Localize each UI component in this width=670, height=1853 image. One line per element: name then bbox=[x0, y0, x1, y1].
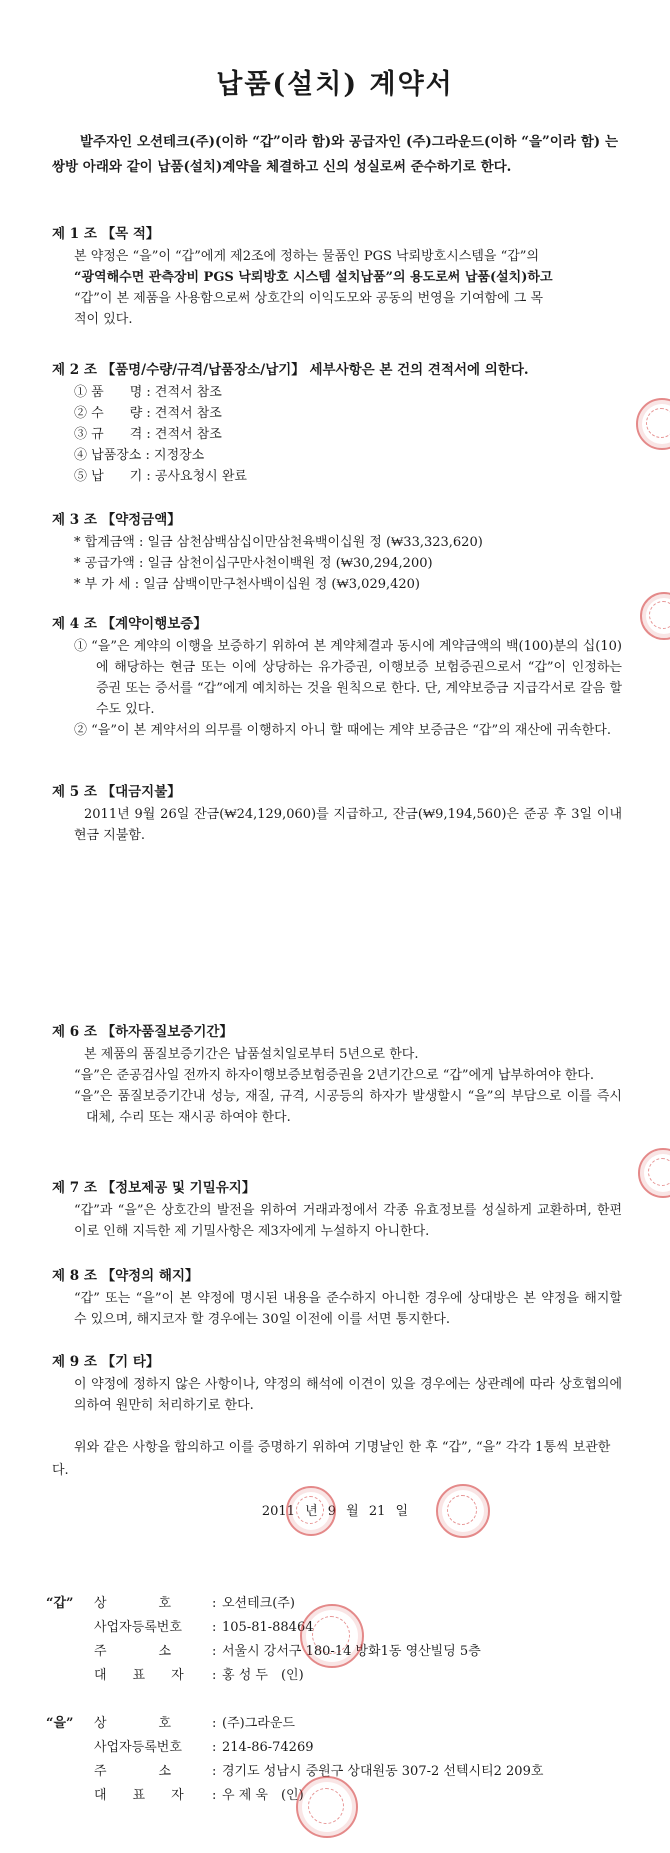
article-2-item: ② 수 량 : 견적서 참조 bbox=[74, 406, 222, 421]
business-number: 105-81-88464 bbox=[222, 1620, 314, 1635]
article-4-item: ② “을”이 본 계약서의 의무를 이행하지 아니 할 때에는 계약 보증금은 “갑”의 재산에 귀속한다. bbox=[74, 723, 611, 738]
representative: 홍 성 두 (인) bbox=[222, 1668, 304, 1683]
colon: : bbox=[212, 1644, 217, 1659]
article-3-heading: 제 3 조 【약정금액】 bbox=[52, 512, 181, 528]
article-6 bbox=[52, 1020, 622, 1128]
article-2-item: ① 품 명 : 견적서 참조 bbox=[74, 385, 222, 400]
party-tag: “갑” bbox=[46, 1596, 74, 1611]
article-9 bbox=[52, 1350, 622, 1416]
article-8-text: “갑” 또는 “을”이 본 약정에 명시된 내용을 준수하지 아니한 경우에 상대방은 본 약정을 해지할 수 있으며, 해지코자 할 경우에는 30일 이전에 이를 서면 통지한다. bbox=[74, 1291, 622, 1327]
field-label: 주 소 bbox=[94, 1644, 172, 1659]
article-1-line: 본 약정은 “을”이 “갑”에게 제2조에 정하는 물품인 PGS 낙뢰방호시스템을 “갑”의 bbox=[74, 249, 539, 264]
article-6-line: “을”은 준공검사일 전까지 하자이행보증보험증권을 2년기간으로 “갑”에게 납부하여야 한다. bbox=[74, 1068, 595, 1083]
article-2-item: ③ 규 격 : 견적서 참조 bbox=[74, 427, 222, 442]
party-tag: “을” bbox=[46, 1716, 74, 1731]
field-label: 사업자등록번호 bbox=[94, 1740, 182, 1755]
address: 경기도 성남시 중원구 상대원동 307-2 선텍시티2 209호 bbox=[222, 1764, 544, 1779]
article-7-heading: 제 7 조 【정보제공 및 기밀유지】 bbox=[52, 1180, 256, 1196]
seal-stamp-icon bbox=[640, 592, 670, 640]
company-seal-icon bbox=[300, 1604, 364, 1668]
article-6-heading: 제 6 조 【하자품질보증기간】 bbox=[52, 1024, 233, 1040]
document-title: 납품(설치) 계약서 bbox=[216, 69, 454, 100]
article-3-item: * 부 가 세 : 일금 삼백이만구천사백이십원 정 (₩3,029,420) bbox=[74, 577, 420, 592]
article-3-item: * 공급가액 : 일금 삼천이십구만사천이백원 정 (₩30,294,200) bbox=[74, 556, 433, 571]
representative: 우 제 욱 (인) bbox=[222, 1788, 304, 1803]
article-2-item: ④ 납품장소 : 지정장소 bbox=[74, 448, 205, 463]
article-6-line: 본 제품의 품질보증기간은 납품설치일로부터 5년으로 한다. bbox=[84, 1047, 419, 1062]
colon: : bbox=[212, 1788, 217, 1803]
seal-stamp-icon bbox=[436, 1484, 490, 1538]
article-2-heading: 제 2 조 【품명/수량/규격/납품장소/납기】 세부사항은 본 건의 견적서에 의한다. bbox=[52, 362, 529, 378]
address: 서울시 강서구 180-14 방화1동 영산빌딩 5층 bbox=[222, 1644, 481, 1659]
company-name: (주)그라운드 bbox=[222, 1716, 295, 1731]
article-1-line: 적이 있다. bbox=[74, 312, 133, 327]
article-5-text: 2011년 9월 26일 잔금(₩24,129,060)를 지급하고, 잔금(₩9,194,560)은 준공 후 3일 이내 현금 지불함. bbox=[74, 807, 622, 843]
colon: : bbox=[212, 1764, 217, 1779]
article-7 bbox=[52, 1176, 622, 1242]
article-1-line: “갑”이 본 제품을 사용함으로써 상호간의 이익도모와 공동의 번영을 기여함에 그 목 bbox=[74, 291, 544, 306]
colon: : bbox=[212, 1716, 217, 1731]
field-label: 상 호 bbox=[94, 1596, 172, 1611]
field-label: 사업자등록번호 bbox=[94, 1620, 182, 1635]
article-4-heading: 제 4 조 【계약이행보증】 bbox=[52, 616, 207, 632]
colon: : bbox=[212, 1620, 217, 1635]
article-3-item: * 합계금액 : 일금 삼천삼백삼십이만삼천육백이십원 정 (₩33,323,620) bbox=[74, 535, 483, 550]
article-4 bbox=[52, 612, 622, 741]
article-2-item: ⑤ 납 기 : 공사요청시 완료 bbox=[74, 469, 247, 484]
field-label: 대 표 자 bbox=[94, 1788, 184, 1803]
company-seal-icon bbox=[296, 1776, 358, 1838]
article-4-item: ① “을”은 계약의 이행을 보증하기 위하여 본 계약체결과 동시에 계약금액의 백(100)분의 십(10)에 해당하는 현금 또는 이에 상당하는 유가증권, 이행보증 보험증권으로서 “갑”이 인정하는 증권 또는 증서를 “갑”에게 예치하는 것을 원칙으로 한다. 단, 계약보증금 지급각서로 갈음 할 수도 있다. bbox=[74, 639, 622, 717]
preamble: 발주자인 오션테크(주)(이하 “갑”이라 함)와 공급자인 (주)그라운드(이하 “을”이라 함) 는 쌍방 아래와 같이 납품(설치)계약을 체결하고 신의 성실로써 준수하기로 한다. bbox=[52, 134, 618, 175]
company-name: 오션테크(주) bbox=[222, 1596, 295, 1611]
business-number: 214-86-74269 bbox=[222, 1740, 314, 1755]
article-8 bbox=[52, 1264, 622, 1330]
article-5 bbox=[52, 780, 622, 846]
article-1 bbox=[52, 222, 622, 330]
article-6-line: “을”은 품질보증기간내 성능, 재질, 규격, 시공등의 하자가 발생할시 “을”의 부담으로 이를 즉시 대체, 수리 또는 재시공 하여야 한다. bbox=[74, 1089, 622, 1125]
field-label: 상 호 bbox=[94, 1716, 172, 1731]
article-8-heading: 제 8 조 【약정의 해지】 bbox=[52, 1268, 199, 1284]
article-5-heading: 제 5 조 【대금지불】 bbox=[52, 784, 181, 800]
field-label: 대 표 자 bbox=[94, 1668, 184, 1683]
seal-stamp-icon bbox=[636, 398, 670, 450]
article-9-heading: 제 9 조 【기 타】 bbox=[52, 1354, 160, 1370]
article-3 bbox=[52, 508, 622, 595]
article-7-text: “갑”과 “을”은 상호간의 발전을 위하여 거래과정에서 각종 유효정보를 성실하게 교환하며, 한편 이로 인해 지득한 제 기밀사항은 제3자에게 누설하지 아니한다. bbox=[74, 1203, 622, 1239]
seal-stamp-icon bbox=[286, 1486, 336, 1536]
article-1-heading: 제 1 조 【목 적】 bbox=[52, 226, 160, 242]
colon: : bbox=[212, 1596, 217, 1611]
contract-date: 2011 년 9 월 21 일 bbox=[261, 1504, 409, 1519]
article-2 bbox=[52, 358, 622, 487]
colon: : bbox=[212, 1668, 217, 1683]
article-1-line: “광역해수면 관측장비 PGS 낙뢰방호 시스템 설치납품”의 용도로써 납품(설치)하고 bbox=[74, 270, 553, 285]
article-9-text: 이 약정에 정하지 않은 사항이나, 약정의 해석에 이견이 있을 경우에는 상관례에 따라 상호협의에 의하여 원만히 처리하기로 한다. bbox=[74, 1377, 622, 1413]
closing-statement: 위와 같은 사항을 합의하고 이를 증명하기 위하여 기명날인 한 후 “갑”, “을” 각각 1통씩 보관한다. bbox=[52, 1440, 611, 1478]
seal-stamp-icon bbox=[638, 1148, 670, 1198]
field-label: 주 소 bbox=[94, 1764, 172, 1779]
colon: : bbox=[212, 1740, 217, 1755]
